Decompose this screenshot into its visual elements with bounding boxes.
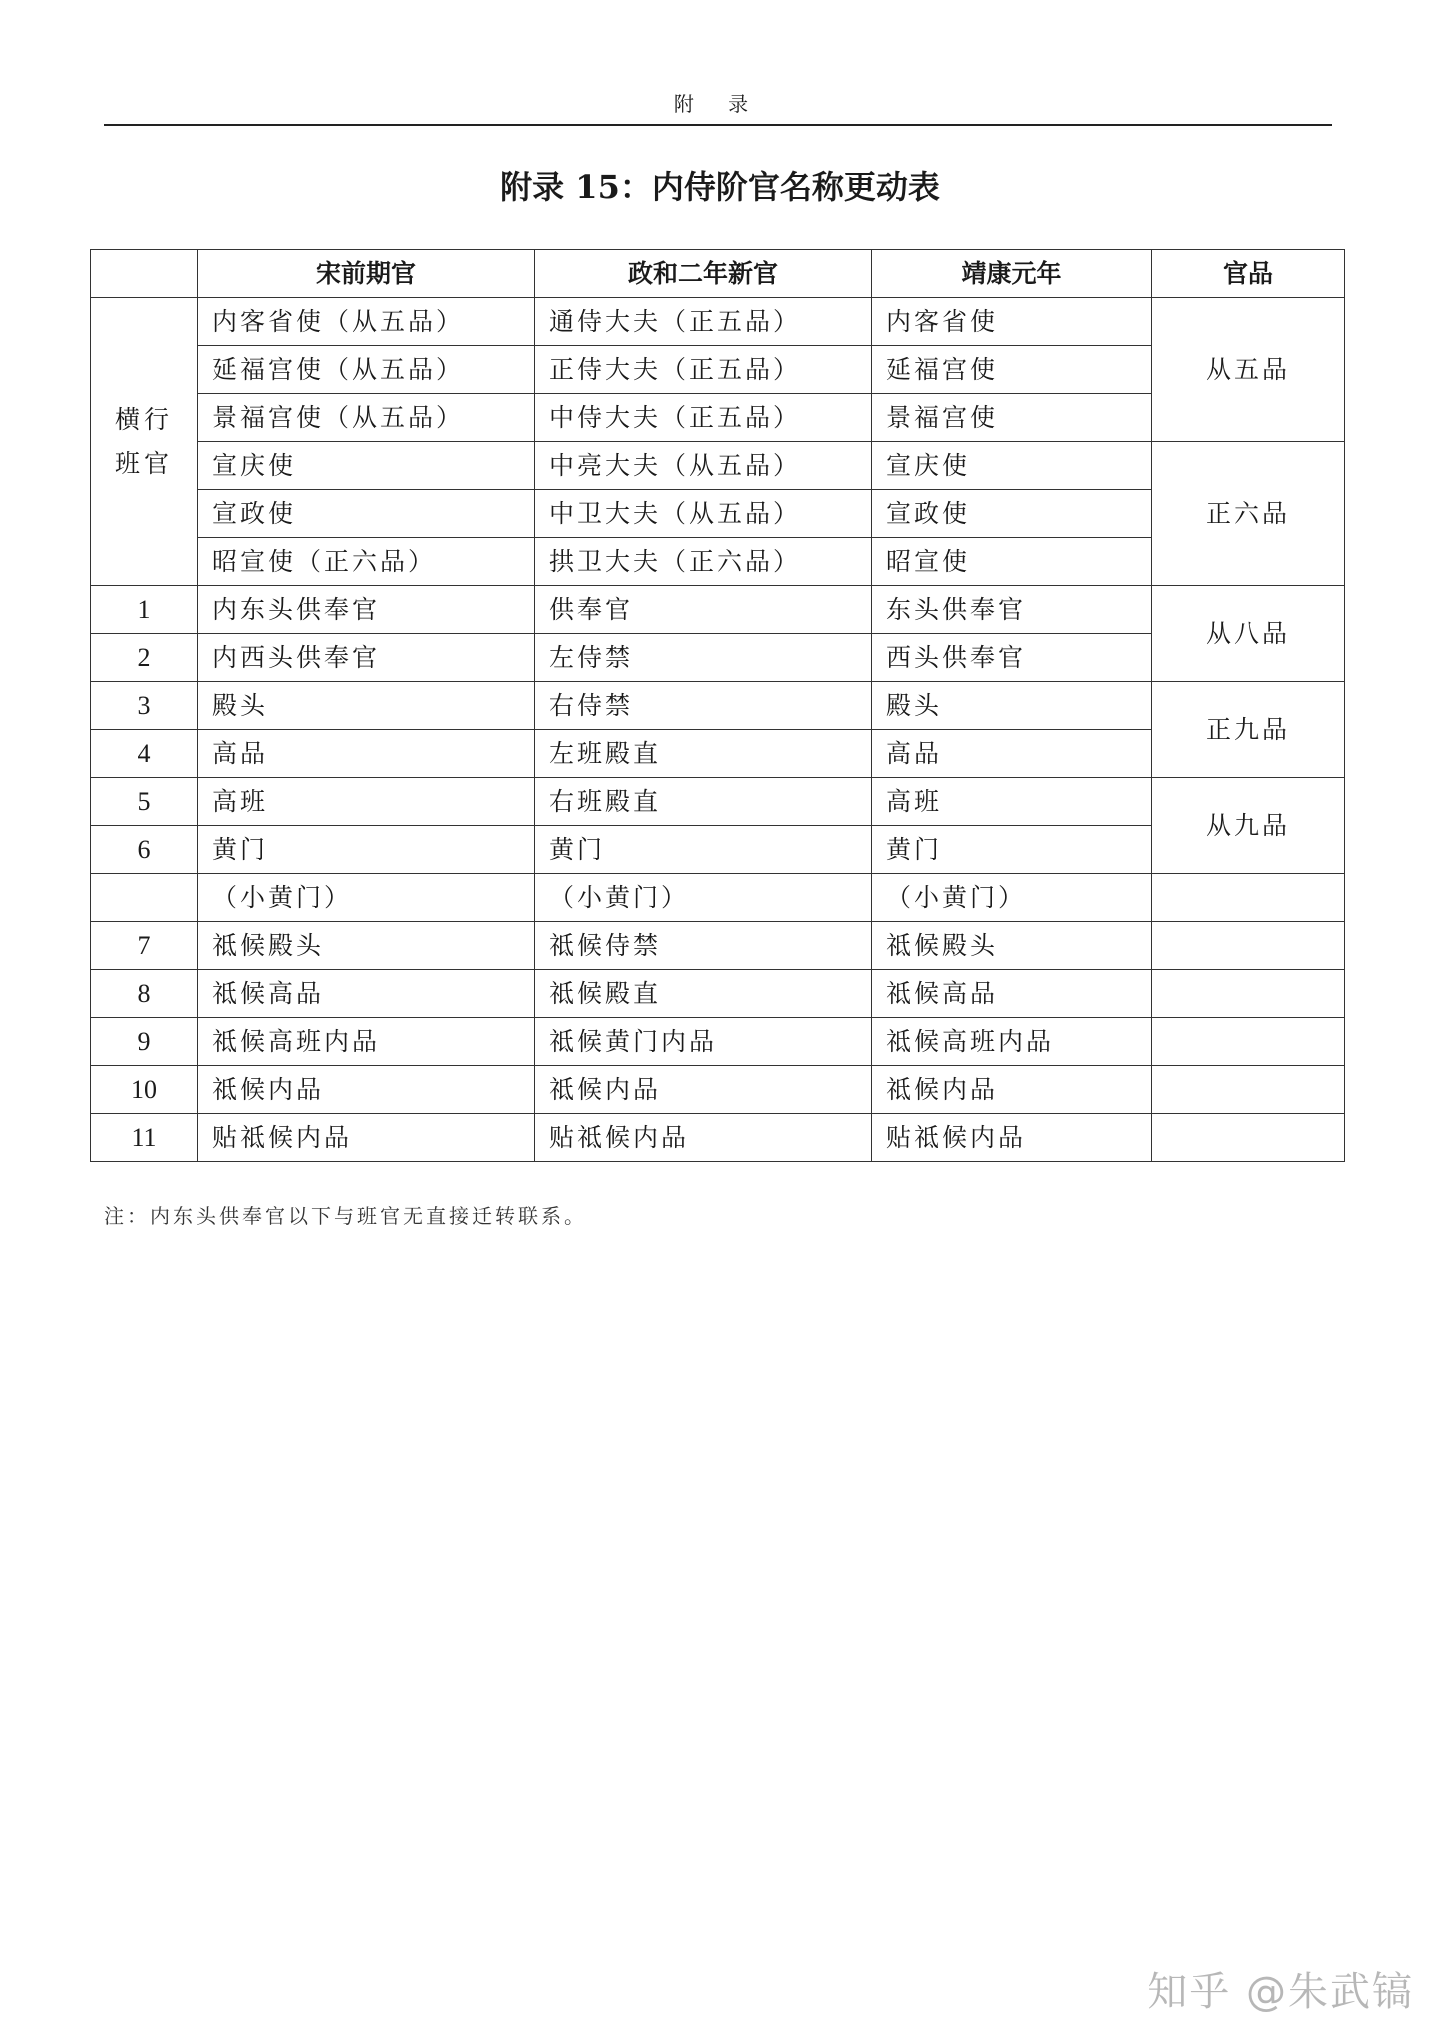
cell-index: 11 bbox=[91, 1114, 198, 1162]
cell-jingkang: 高班 bbox=[872, 778, 1152, 826]
cell-grade-empty bbox=[1152, 1018, 1345, 1066]
table-row bbox=[91, 922, 1345, 970]
cell-index: 9 bbox=[91, 1018, 198, 1066]
header-cell-early-song: 宋前期官 bbox=[198, 250, 535, 298]
cell-zhenghe: 贴祗候内品 bbox=[535, 1114, 872, 1162]
cell-early-song: 殿头 bbox=[198, 682, 535, 730]
watermark: 知乎 @朱武镐 bbox=[1147, 1969, 1414, 2015]
rank-table bbox=[90, 249, 1345, 1162]
cell-jingkang: 宣庆使 bbox=[872, 442, 1152, 490]
cell-zhenghe: 黄门 bbox=[535, 826, 872, 874]
cell-index: 10 bbox=[91, 1066, 198, 1114]
cell-early-song: 祗候高品 bbox=[198, 970, 535, 1018]
cell-grade-empty bbox=[1152, 1066, 1345, 1114]
table-row bbox=[91, 1114, 1345, 1162]
cell-index: 2 bbox=[91, 634, 198, 682]
cell-grade: 从八品 bbox=[1152, 586, 1345, 682]
cell-jingkang: 祗候高班内品 bbox=[872, 1018, 1152, 1066]
cell-index: 6 bbox=[91, 826, 198, 874]
cell-index bbox=[91, 874, 198, 922]
header-cell-index bbox=[91, 250, 198, 298]
cell-grade-empty bbox=[1152, 970, 1345, 1018]
running-head: 附 录 bbox=[673, 92, 763, 116]
table-row bbox=[91, 682, 1345, 730]
cell-early-song: 内东头供奉官 bbox=[198, 586, 535, 634]
cell-jingkang: 西头供奉官 bbox=[872, 634, 1152, 682]
cell-early-song: 延福宫使（从五品） bbox=[198, 346, 535, 394]
cell-grade: 正六品 bbox=[1152, 442, 1345, 586]
group-label-cell bbox=[91, 298, 198, 586]
cell-zhenghe: 左班殿直 bbox=[535, 730, 872, 778]
cell-index: 7 bbox=[91, 922, 198, 970]
cell-zhenghe: 通侍大夫（正五品） bbox=[535, 298, 872, 346]
cell-zhenghe: 供奉官 bbox=[535, 586, 872, 634]
cell-jingkang: 祗候高品 bbox=[872, 970, 1152, 1018]
cell-early-song: 黄门 bbox=[198, 826, 535, 874]
cell-zhenghe: 正侍大夫（正五品） bbox=[535, 346, 872, 394]
cell-early-song: 景福宫使（从五品） bbox=[198, 394, 535, 442]
cell-early-song: 内客省使（从五品） bbox=[198, 298, 535, 346]
table-row bbox=[91, 1066, 1345, 1114]
header-cell-zhenghe: 政和二年新官 bbox=[535, 250, 872, 298]
table-row bbox=[91, 1018, 1345, 1066]
cell-zhenghe: （小黄门） bbox=[535, 874, 872, 922]
cell-zhenghe: 中卫大夫（从五品） bbox=[535, 490, 872, 538]
cell-jingkang: 宣政使 bbox=[872, 490, 1152, 538]
cell-zhenghe: 拱卫大夫（正六品） bbox=[535, 538, 872, 586]
table-row bbox=[91, 970, 1345, 1018]
cell-jingkang: 祗候殿头 bbox=[872, 922, 1152, 970]
cell-zhenghe: 祗候殿直 bbox=[535, 970, 872, 1018]
cell-index: 3 bbox=[91, 682, 198, 730]
cell-zhenghe: 祗候侍禁 bbox=[535, 922, 872, 970]
cell-zhenghe: 祗候黄门内品 bbox=[535, 1018, 872, 1066]
cell-grade: 从五品 bbox=[1152, 298, 1345, 442]
table-row bbox=[91, 298, 1345, 346]
cell-zhenghe: 中亮大夫（从五品） bbox=[535, 442, 872, 490]
table-header-row bbox=[91, 250, 1345, 298]
cell-index: 4 bbox=[91, 730, 198, 778]
cell-jingkang: 延福宫使 bbox=[872, 346, 1152, 394]
cell-early-song: 昭宣使（正六品） bbox=[198, 538, 535, 586]
cell-jingkang: 黄门 bbox=[872, 826, 1152, 874]
cell-early-song: 祗候内品 bbox=[198, 1066, 535, 1114]
cell-early-song: 贴祗候内品 bbox=[198, 1114, 535, 1162]
cell-jingkang: 景福宫使 bbox=[872, 394, 1152, 442]
cell-grade-empty bbox=[1152, 874, 1345, 922]
table-row bbox=[91, 442, 1345, 490]
cell-grade-empty bbox=[1152, 922, 1345, 970]
cell-grade: 正九品 bbox=[1152, 682, 1345, 778]
cell-early-song: 祗候殿头 bbox=[198, 922, 535, 970]
cell-jingkang: （小黄门） bbox=[872, 874, 1152, 922]
cell-jingkang: 殿头 bbox=[872, 682, 1152, 730]
header-rule bbox=[104, 124, 1332, 126]
cell-early-song: 高品 bbox=[198, 730, 535, 778]
cell-jingkang: 祗候内品 bbox=[872, 1066, 1152, 1114]
header-cell-grade: 官品 bbox=[1152, 250, 1345, 298]
cell-jingkang: 贴祗候内品 bbox=[872, 1114, 1152, 1162]
cell-early-song: 宣庆使 bbox=[198, 442, 535, 490]
header-cell-jingkang: 靖康元年 bbox=[872, 250, 1152, 298]
table-row bbox=[91, 874, 1345, 922]
table-footnote: 注：内东头供奉官以下与班官无直接迁转联系。 bbox=[104, 1204, 587, 1228]
page-title: 附录 15：内侍阶官名称更动表 bbox=[500, 168, 940, 206]
cell-index: 1 bbox=[91, 586, 198, 634]
cell-index: 8 bbox=[91, 970, 198, 1018]
cell-jingkang: 高品 bbox=[872, 730, 1152, 778]
cell-jingkang: 昭宣使 bbox=[872, 538, 1152, 586]
cell-jingkang: 内客省使 bbox=[872, 298, 1152, 346]
table-row bbox=[91, 586, 1345, 634]
cell-early-song: 宣政使 bbox=[198, 490, 535, 538]
cell-zhenghe: 右侍禁 bbox=[535, 682, 872, 730]
cell-early-song: （小黄门） bbox=[198, 874, 535, 922]
cell-early-song: 内西头供奉官 bbox=[198, 634, 535, 682]
cell-grade: 从九品 bbox=[1152, 778, 1345, 874]
cell-jingkang: 东头供奉官 bbox=[872, 586, 1152, 634]
cell-early-song: 高班 bbox=[198, 778, 535, 826]
cell-zhenghe: 中侍大夫（正五品） bbox=[535, 394, 872, 442]
group-label-line: 班官 bbox=[114, 448, 173, 478]
table-row bbox=[91, 778, 1345, 826]
cell-index: 5 bbox=[91, 778, 198, 826]
cell-zhenghe: 左侍禁 bbox=[535, 634, 872, 682]
cell-early-song: 祗候高班内品 bbox=[198, 1018, 535, 1066]
cell-zhenghe: 右班殿直 bbox=[535, 778, 872, 826]
cell-grade-empty bbox=[1152, 1114, 1345, 1162]
group-label-line: 横行 bbox=[114, 404, 173, 434]
cell-zhenghe: 祗候内品 bbox=[535, 1066, 872, 1114]
